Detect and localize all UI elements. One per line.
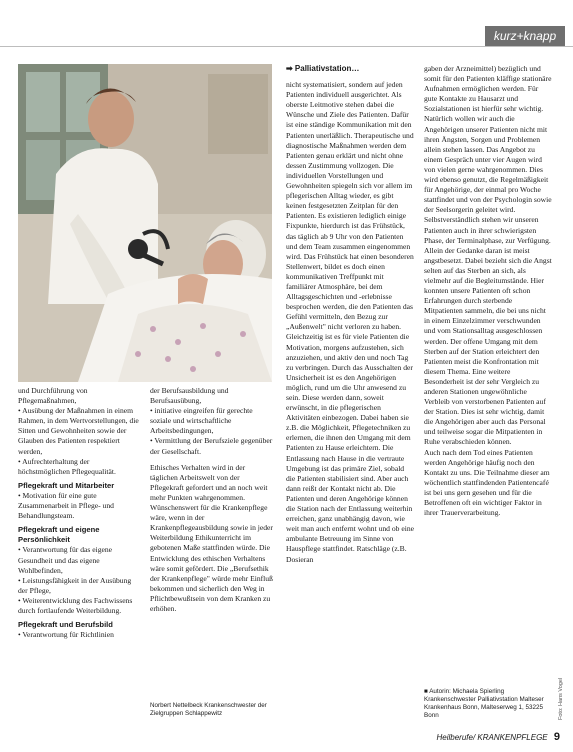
text-paragraph: • Vermittlung der Berufsziele gegenüber der Gesellschaft. — [150, 436, 273, 456]
column-1 — [18, 386, 141, 640]
subheading: Pflegekraft und Berufsbild — [18, 620, 113, 630]
text-paragraph: Selbstverständlich stehen wir unseren Patienten auch in ihrer schwierigsten Phase, der Terminalphase, zur Verfügung. Allein der Gedanke daran ist meist angstbesetzt. Dabei bezieht sich die Angst selten auf das Sterben an sich, als vielmehr auf die Begleitumstände. Hier konnten unsere Patienten oft schon Erfahrungen durch sterbende Mitpatienten sammeln, die bei uns nicht in einem Einzelzimmer verschwunden und vom Stationsalltag ausgeschlossen werden. Der offene Umgang mit dem Sterben auf der Station erleichtert den Patienten meist die Konfrontation mit diesem Thema. Eine weitere Besonderheit ist der sehr Vergleich zu anderen Stationen ungewöhnliche Verbleib von verstorbenen Patienten auf der Station. Dies ist sehr wichtig, damit die Angehörigen aber auch das Personal und teilweise sogar die Mitpatienten in Ruhe verabschieden können. — [424, 215, 552, 447]
author-note: ■ Autorin: Michaela Spierling Krankenschwester Palliativstation Malteser Krankenhaus Bonn, Malteserweg 1, 53225 Bonn — [424, 688, 544, 719]
text-paragraph: Natürlich wollen wir auch die Angehörigen unserer Patienten nicht mit ihren Ängsten, Sorgen und Problemen allein stehen lassen. Das Angebot zu einem Gespräch unter vier Augen wird von vielen gerne wahrgenommen. Dies wird ebenso genutzt, die Regelmäßigkeit für Angehörige, der einmal pro Woche stattfindet und von der Psychologin sowie der Seelsorgerin geleitet wird. — [424, 114, 552, 215]
photo-caption: Norbert Nettelbeck Krankenschwester der Zielgruppen Schlappewitz — [150, 702, 267, 717]
page-header — [0, 0, 573, 44]
photo-credit: Foto: Hans Vogel — [558, 677, 564, 720]
text-paragraph: Auch nach dem Tod eines Patienten werden Angehörige häufig noch den Kontakt zu uns. Die Teilnahme dieser am wöchentlich stattfindenden Patientencafé ist bei uns gern gesehen und für die Betroffenen oft ein wichtiger Faktor in ihrer Trauerverarbeitung. — [424, 447, 550, 518]
text-paragraph: • Ausübung der Maßnahmen in einem Rahmen, in dem Wertvorstellungen, die Sitten und Gewohnheiten sowie der Glauben des Patienten respektiert werden, — [18, 406, 139, 456]
text-paragraph: und Durchführung von Pflegemaßnahmen, — [18, 386, 88, 406]
page-footer — [390, 731, 560, 745]
text-paragraph: • Verantwortung für das eigene Gesundheit und das eigene Wohlbefinden, — [18, 545, 113, 575]
text-paragraph: gaben der Arzneimittel) bezüglich und somit für den Patienten kläffige stationäre Aufnahmen ermöglichen werden. Für gute Kontakte zu Hausarzt und Sozialstationen ist hierfür sehr wichtig. — [424, 64, 552, 114]
column-4 — [424, 64, 552, 518]
text-paragraph: der Berufsausbildung und Berufsausübung, — [150, 386, 229, 406]
column-3 — [286, 64, 414, 565]
nurse-patient-photo — [18, 64, 272, 382]
section-tab: kurz+knapp — [485, 26, 565, 46]
subheading: Pflegekraft und eigene Persönlichkeit — [18, 525, 100, 545]
continuation-heading: ➡ Palliativstation… — [286, 64, 360, 73]
text-paragraph: • initiative eingreifen für gerechte soziale und wirtschaftliche Arbeitsbedingungen, — [150, 406, 253, 436]
page-number: 9 — [553, 731, 560, 743]
article-photo — [18, 64, 272, 382]
text-paragraph: • Motivation für eine gute Zusammenarbeit in Pflege- und Behandlungsteam. — [18, 490, 114, 521]
column-2 — [150, 386, 273, 614]
text-paragraph: • Leistungsfähigkeit in der Ausübung der Pflege, — [18, 575, 132, 595]
magazine-name: Heilberufe/ KRANKENPFLEGE — [436, 733, 548, 742]
header-divider — [0, 46, 573, 47]
text-paragraph: • Aufrechterhaltung der höchstmöglichen Pflegequalität. — [18, 456, 116, 476]
text-paragraph: • Weiterentwicklung des Fachwissens durch fortlaufende Weiterbildung. — [18, 595, 133, 615]
subheading: Pflegekraft und Mitarbeiter — [18, 480, 115, 490]
text-paragraph: Ethisches Verhalten wird in der täglichen Arbeitswelt von der Pflegekraft gefordert und an noch weit mehr Punkten wahrgenommen. Wünschenswert für die Krankenpflege wäre, wenn in der Krankenpflegeausbildung sowie in jeder Weiterbildung Ethikunterricht im gebotenen Maße stattfinden würde. Die Entwicklung des ethischen Verhaltens wäre somit gefördert. Die „Berufsethik der Krankenpflege" würde mehr Einfluß bekommen und sicherlich den Weg in Pflichtbewußtsein von dem Kranken zu erhöhen. — [150, 462, 273, 613]
text-paragraph: nicht systematisiert, sondern auf jeden Patienten individuell ausgerichtet. Als oberste Leitmotive stehen dabei die Wünsche und Ziele des Patienten. Dafür ist eine ständige Kommunikation mit den Patienten unerläßlich. Therapeutische und diagnostische Maßnahmen werden dem Patienten genau erklärt und nicht ohne dessen Zustimmung vollzogen. Die individuellen Vorstellungen und Gewohnheiten spiegeln sich vor allem im pflegerischen Alltag wieder, es gibt keinen festgesetzten Zeitplan für den Patienten. Es existieren lediglich einige Fixpunkte, hierdurch ist das Frühstück, das täglich ab 9 Uhr von den Patienten und dem Team zusammen eingenommen wird. Das Frühstück hat einen besonderen Stellenwert, bildet es doch einen kommunikativen Treffpunkt mit familiärer Atmosphäre, bei dem Alltagsgeschichten und -erlebnisse besprochen werden, die den Patienten das Gefühl vermitteln, den Bezug zur „Außenwelt" nicht verloren zu haben. Gleichzeitig ist es für viele Patienten die Motivation, morgens aufzustehen, sich anzuziehen, und aktiv den und noch Tag zu verbringen. Durch das Ausschalten der Unsicherheit ist es den Angehörigen möglich, rund um die Uhr anwesend zu sein. Diese werden dann, soweit erwünscht, in die pflegerischen Aktivitäten einbezogen. Dabei haben sie z.B. die Möglichkeit, Pflegetechniken zu erlernen, die ihnen den Umgang mit dem Patienten zu Hause erleichtern. Die Entlassung nach Hause in die vertraute Umgebung ist das primäre Ziel, sobald die Patienten stabilisiert sind. Aber auch dann reißt der Kontakt nicht ab. Die Patienten und deren Angehörige können die Station nach der Entlassung weiterhin erreichen, ganz unabhängig davon, wie weit man auch entfernt wohnt und ob eine ambulante Betreuung im Sinne von Hauspflege stattfindet. Ratschläge (z.B. Dosieran — [286, 80, 414, 564]
text-paragraph: • Verantwortung für Richtlinien — [18, 630, 114, 640]
